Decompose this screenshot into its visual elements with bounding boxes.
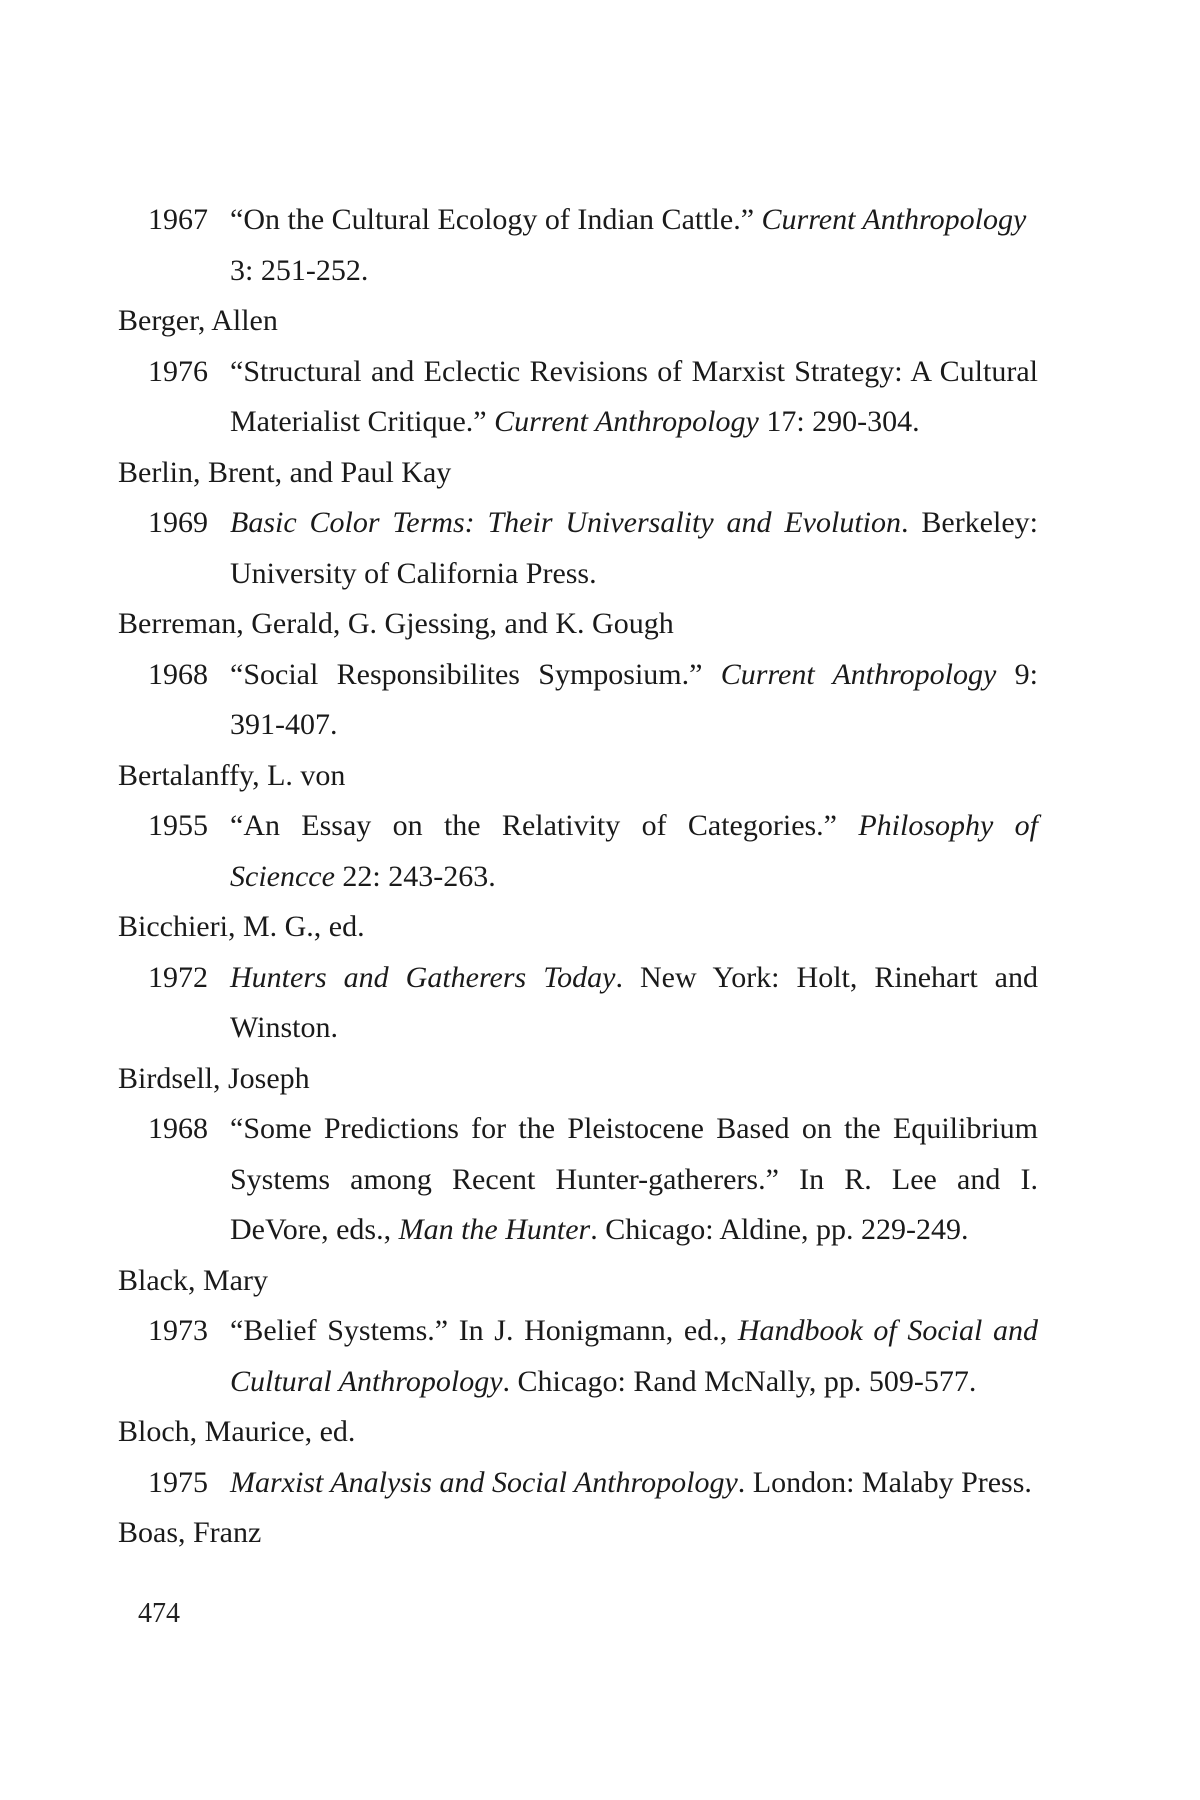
- reference-line: [230, 953, 1038, 1004]
- reference-entry: [118, 650, 1038, 751]
- italic-title: Philosophy of: [858, 809, 1038, 842]
- reference-text: 17: 290-304.: [758, 405, 920, 438]
- reference-line: [230, 1155, 1038, 1206]
- reference-author: Berlin, Brent, and Paul Kay: [118, 455, 452, 489]
- reference-author: Boas, Franz: [118, 1516, 262, 1549]
- reference-entry: [118, 1306, 1038, 1407]
- reference-year: 1969: [148, 506, 208, 539]
- reference-text: “On the Cultural Ecology of Indian Cattle.”: [230, 203, 762, 236]
- reference-entry: [118, 195, 1038, 296]
- reference-year: 1976: [148, 354, 208, 388]
- reference-text: “Some Predictions for the Pleistocene Based on the Equilibrium: [230, 1112, 1038, 1145]
- italic-title: Current Anthropology: [720, 657, 997, 691]
- reference-text: . New York: Holt, Rinehart and: [615, 960, 1038, 994]
- reference-year: 1973: [148, 1314, 208, 1347]
- reference-line: [230, 1357, 1038, 1408]
- reference-entry: [118, 1104, 1038, 1256]
- reference-entry: [118, 953, 1038, 1054]
- reference-line: [230, 1205, 1038, 1256]
- reference-text: University of California Press.: [230, 556, 597, 590]
- reference-author: Berreman, Gerald, G. Gjessing, and K. Gough: [118, 607, 674, 640]
- reference-author: Bloch, Maurice, ed.: [118, 1415, 356, 1448]
- reference-text: . Berkeley:: [901, 506, 1038, 539]
- reference-line: [230, 246, 1038, 297]
- reference-text: 22: 243-263.: [334, 859, 496, 893]
- reference-line: [230, 1306, 1038, 1357]
- page-number: 474: [138, 1598, 180, 1629]
- reference-line: [230, 549, 1038, 600]
- bibliography-list: [118, 195, 1038, 1559]
- reference-author: Berger, Allen: [118, 304, 278, 337]
- reference-text: “Belief Systems.” In J. Honigmann, ed.,: [230, 1314, 738, 1347]
- reference-text: DeVore, eds.,: [230, 1213, 399, 1246]
- italic-title: Cultural Anthropology: [230, 1364, 503, 1398]
- italic-title: Man the Hunter: [398, 1213, 591, 1246]
- italic-title: Current Anthropology: [761, 203, 1027, 236]
- reference-author: Black, Mary: [118, 1263, 268, 1297]
- italic-title: Basic Color Terms: Their Universality and Evolution: [230, 506, 902, 539]
- reference-year: 1967: [148, 203, 208, 236]
- reference-text: Winston.: [230, 1011, 338, 1044]
- reference-line: [230, 650, 1038, 701]
- italic-title: Hunters and Gatherers Today: [230, 960, 616, 994]
- reference-text: Systems among Recent Hunter-gatherers.” In R. Lee and I.: [230, 1162, 1038, 1196]
- reference-author: Birdsell, Joseph: [118, 1061, 310, 1095]
- reference-line: [230, 1003, 1038, 1054]
- reference-year: 1975: [148, 1465, 208, 1499]
- reference-text: “An Essay on the Relativity of Categories.”: [230, 809, 859, 842]
- reference-line: [230, 801, 1038, 852]
- reference-author: Bertalanffy, L. von: [118, 758, 346, 792]
- reference-line: [230, 347, 1038, 398]
- reference-entry: [118, 801, 1038, 902]
- reference-text: “Social Responsibilites Symposium.”: [230, 657, 721, 691]
- reference-year: 1972: [148, 960, 208, 994]
- reference-year: 1968: [148, 657, 208, 691]
- reference-text: . Chicago: Rand McNally, pp. 509-577.: [502, 1364, 977, 1398]
- reference-text: 3: 251-252.: [230, 253, 369, 287]
- reference-line: [230, 700, 1038, 751]
- reference-entry: [118, 1458, 1038, 1509]
- italic-title: Current Anthropology: [494, 405, 759, 438]
- italic-title: Marxist Analysis and Social Anthropology: [230, 1465, 738, 1499]
- reference-year: 1955: [148, 809, 208, 842]
- reference-line: [230, 852, 1038, 903]
- italic-title: Handbook of Social and: [737, 1314, 1038, 1347]
- reference-year: 1968: [148, 1112, 208, 1145]
- reference-text: 9:: [996, 657, 1038, 691]
- reference-text: 391-407.: [230, 708, 338, 741]
- reference-line: [230, 498, 1038, 549]
- reference-author: Bicchieri, M. G., ed.: [118, 910, 365, 943]
- reference-line: [230, 1458, 1038, 1509]
- reference-text: Materialist Critique.”: [230, 405, 495, 438]
- reference-entry: [118, 498, 1038, 599]
- reference-line: [230, 1104, 1038, 1155]
- reference-text: . London: Malaby Press.: [737, 1465, 1032, 1499]
- italic-title: Sciencce: [230, 859, 335, 893]
- reference-entry: [118, 347, 1038, 448]
- reference-line: [230, 195, 1038, 246]
- reference-text: “Structural and Eclectic Revisions of Marxist Strategy: A Cultural: [230, 354, 1038, 388]
- reference-text: . Chicago: Aldine, pp. 229-249.: [590, 1213, 969, 1246]
- reference-line: [230, 397, 1038, 448]
